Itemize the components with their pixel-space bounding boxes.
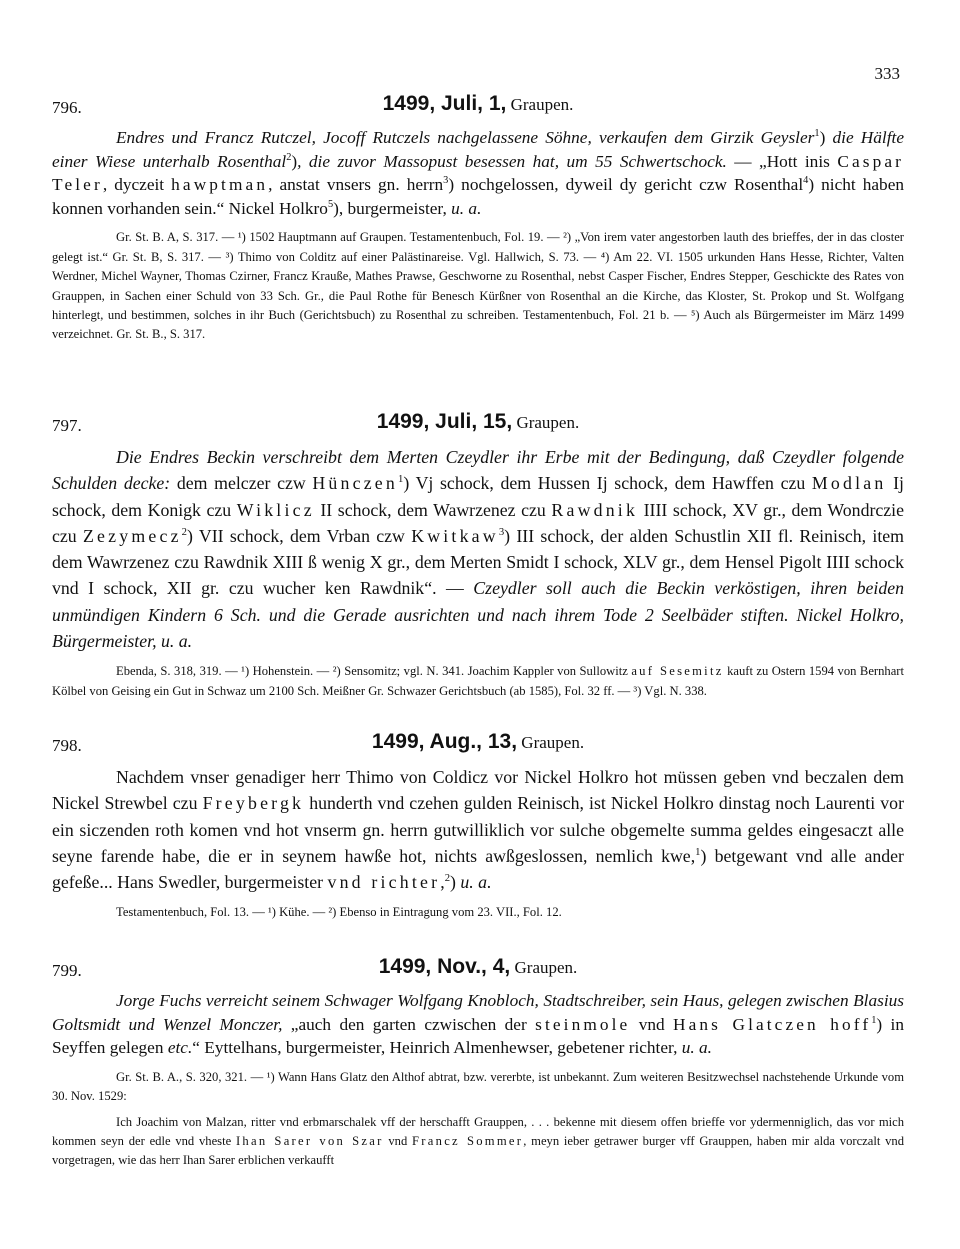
page-number: 333: [874, 64, 900, 83]
entry-text: Die Endres Beckin verschreibt dem Merten Czeydler ihr Erbe mit der Bedingung, daß Czeydler folgende Schulden decke: dem melczer czw Hünczen$^1$) Vj schock, dem Hussen Ij schock, dem Hawffen czu Modlan Ij schock, dem Konigk czu Wiklicz II schock, dem Wawrzenez czu Rawdnik IIII schock, XV gr., dem Wondrczie czu Zezymecz$^2$) VII schock, dem Vrban czw Kwitkaw$^3$) III schock, der alden Schustlin XII fl. Reinisch, item dem Wawrzenez czu Rawdnik XIII ß wenig X gr., dem Merten Smidt I schock, XLV gr., dem Hensel Pigolt IIII schock vnd I schock, XII gr. czu wucher ken Rawdnik“. — Czeydler soll auch die Beckin verköstigen, ihren beiden unmündigen Kindern 6 Sch. und die Gerade ausrichten und nach ihrem Tode 2 Seelbäder stiften. Nickel Holkro, Bürgermeister, u. a.: [52, 447, 905, 652]
entry-footnote: Gr. St. B. A, S. 317. — ¹) 1502 Hauptmann auf Graupen. Testamentenbuch, Fol. 19. — ²) „Von irem vater angestorben lauth des brieffes, der in das closter gelegt ist.“ Gr. St. B, S. 317. — ³) Thimo von Colditz auf einer Palästinareise. Vgl. Hallwich, S. 73. — ⁴) Am 22. VI. 1505 urkunden Hans Hesse, Richter, Valten Werdner, Michel Wayner, Thomas Czirner, Francz Krauße, Mathes Prawse, Geschworne zu Rosenthal, nebst Casper Fischer, Endres Stepper, Geschickte des Rates von Grauppen, in Sachen einer Schuld von 33 Sch. Gr., die Paul Rothe für Benesch Kürßner von Rosenthal an die Kirche, das Kloster, St. Prokop und St. Wolfgang hinterlegt, und bestimmen, solches in ihr Buch (Gerichtsbuch) zu Rosenthal zu schreiben. Testamentenbuch, Fol. 21 b. — ⁵) Auch als Bürgermeister im März 1499 verzeichnet. Gr. St. B., S. 317.: [52, 230, 904, 342]
entry-header: [52, 410, 904, 440]
entry-date: 1499, Juli, 15,: [376, 410, 513, 433]
entry-text: Jorge Fuchs verreicht seinem Schwager Wolfgang Knobloch, Stadtschreiber, sein Haus, gelegen zwischen Blasius Goltsmidt und Wenzel Monczer, „auch den garten czwischen der steinmole vnd Hans Glatczen hoff$^1$) in Seyffen gelegen etc.“ Eyttelhans, burgermeister, Heinrich Almenhewser, gebetener richter, u. a.: [52, 991, 904, 1058]
entry-place: Graupen.: [516, 413, 580, 432]
entry-number: 799.: [52, 961, 82, 980]
entry-footnote: Gr. St. B. A., S. 320, 321. — ¹) Wann Hans Glatz den Althof abtrat, bzw. vererbte, ist unbekannt. Zum weiteren Besitzwechsel nachstehende Urkunde vom 30. Nov. 1529:: [52, 1069, 904, 1104]
entry-799: [52, 955, 904, 1171]
entry-number: 796.: [52, 98, 82, 117]
entry-797: [52, 410, 904, 701]
entry-header: [52, 730, 904, 760]
entry-text: Endres und Francz Rutczel, Jocoff Rutczels nachgelassene Söhne, verkaufen dem Girzik Geysler$^1$) die Hälfte einer Wiese unterhalb Rosenthal$^2$), die zuvor Massopust besessen hat, um 55 Schwertschock. — „Hott inis Caspar Teler, dyczeit hawptman, anstat vnsers gn. herrn$^3$) nochgelossen, dyweil dy gericht czw Rosenthal$^4$) nicht haben konnen vorhanden sein.“ Nickel Holkro$^5$), burgermeister, u. a.: [52, 128, 904, 218]
entry-text: Nachdem vnser genadiger herr Thimo von Coldicz vor Nickel Holkro hot müssen geben vnd beczalen dem Nickel Strewbel czu Freybergk hunderth vnd czehen gulden Reinisch, ist Nickel Holkro dinstag noch Laurenti vor ein siczenden roth komen vnd hot vnserm gn. herrn gutwilliklich vor sulche obgemelte summa geldes eingesaczt alle seyne farende habe, die er in seynem hawße hot, nichts awßgeslossen, nemlich kwe,$^1$) betgewant vnd alle ander gefeße... Hans Swedler, burgermeister vnd richter,$^2$) u. a.: [52, 767, 904, 893]
entry-quoted-document: Ich Joachim von Malzan, ritter vnd erbmarschalek vff der herschafft Grauppen, . . . bekenne mit diesem offen brieffe vor ydermenniglich, das vor mich kommen seyn der edle vnd vheste Ihan Sarer von Szar vnd Francz Sommer, meyn ieber getrawer burger vff Grauppen, haben mir alda vorczalt vnd vorgetragen, wie das herr Ihan Sarer erblichen verkaufft: [52, 1114, 904, 1168]
entry-date: 1499, Nov., 4,: [378, 955, 511, 978]
entry-place: Graupen.: [510, 95, 574, 114]
entry-798: [52, 730, 904, 923]
entry-header: [52, 955, 904, 985]
entry-place: Graupen.: [514, 958, 578, 977]
entry-796: [52, 92, 904, 345]
entry-date: 1499, Juli, 1,: [382, 92, 507, 115]
entry-number: 797.: [52, 416, 82, 435]
entry-number: 798.: [52, 736, 82, 755]
entry-place: Graupen.: [521, 733, 585, 752]
entry-footnote: Testamentenbuch, Fol. 13. — ¹) Kühe. — ²) Ebenso in Eintragung vom 23. VII., Fol. 12.: [116, 905, 562, 920]
entry-header: [52, 92, 904, 122]
entry-footnote: Ebenda, S. 318, 319. — ¹) Hohenstein. — ²) Sensomitz; vgl. N. 341. Joachim Kappler von Sullowitz auf Sesemitz kauft zu Ostern 1594 von Bernhart Kölbel von Geising ein Gut in Schwaz um 2100 Sch. Meißner Gr. Schwazer Gerichtsbuch (ab 1585), Fol. 32 ff. — ³) Vgl. N. 338.: [52, 664, 904, 698]
entry-date: 1499, Aug., 13,: [371, 730, 518, 753]
